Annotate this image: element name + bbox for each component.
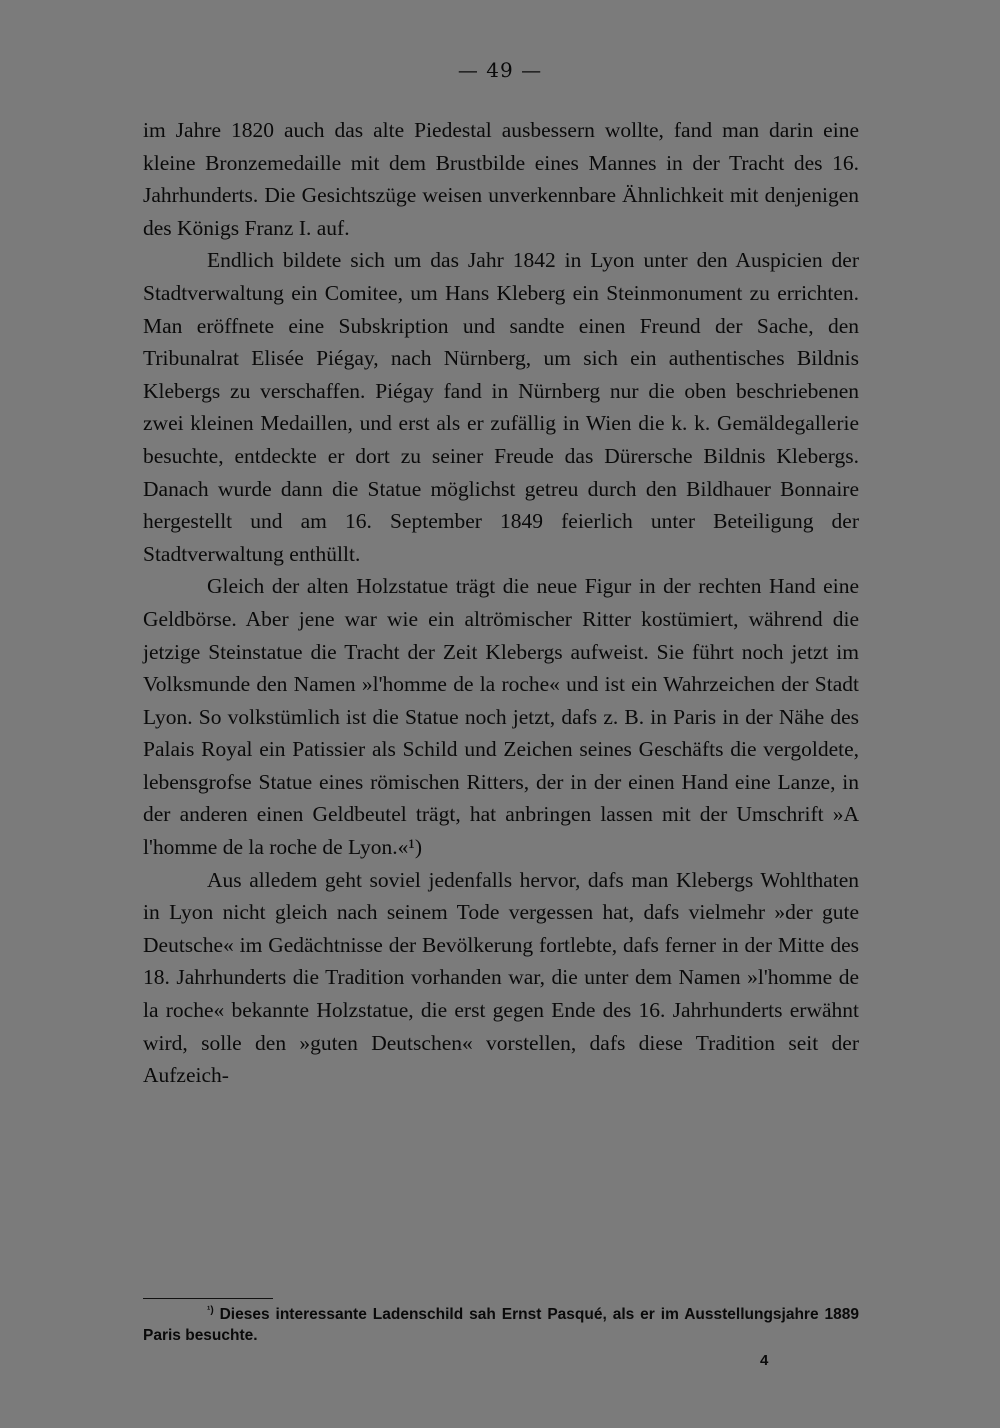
body-text xyxy=(143,114,859,1092)
paragraph-3: Gleich der alten Holzstatue trägt die neue Figur in der rechten Hand eine Geldbörse. Aber jene war wie ein altrömischer Ritter kostümiert, während die jetzige Steinstatue die Tracht der Zeit Klebergs aufweist. Sie führt noch jetzt im Volksmunde den Namen »l'homme de la roche« und ist ein Wahrzeichen der Stadt Lyon. So volkstümlich ist die Statue noch jetzt, dafs z. B. in Paris in der Nähe des Palais Royal ein Patissier als Schild und Zeichen seines Geschäfts die vergoldete, lebensgrofse Statue eines römischen Ritters, der in der einen Hand eine Lanze, in der anderen einen Geldbeutel trägt, hat anbringen lassen mit der Umschrift »A l'homme de la roche de Lyon.«¹) xyxy=(143,574,859,860)
footnote-marker: ¹) xyxy=(207,1305,214,1316)
footnote-divider xyxy=(143,1298,273,1299)
footnote xyxy=(143,1300,859,1346)
paragraph-1: im Jahre 1820 auch das alte Piedestal ausbessern wollte, fand man darin eine kleine Bronzemedaille mit dem Brustbilde eines Mannes in der Tracht des 16. Jahrhunderts. Die Gesichtszüge weisen unverkennbare Ähnlichkeit mit denjenigen des Königs Franz I. auf. xyxy=(143,118,859,240)
page-number: — 49 — xyxy=(457,58,543,82)
signature-mark: 4 xyxy=(760,1352,769,1369)
paragraph-2: Endlich bildete sich um das Jahr 1842 in Lyon unter den Auspicien der Stadtverwaltung ein Comitee, um Hans Kleberg ein Steinmonument zu errichten. Man eröffnete eine Subskription und sandte einen Freund der Sache, den Tribunalrat Elisée Piégay, nach Nürnberg, um sich ein authentisches Bildnis Klebergs zu verschaffen. Piégay fand in Nürnberg nur die oben beschriebenen zwei kleinen Medaillen, und erst als er zufällig in Wien die k. k. Gemäldegallerie besuchte, entdeckte er dort zu seiner Freude das Dürersche Bildnis Klebergs. Danach wurde dann die Statue möglichst getreu durch den Bildhauer Bonnaire hergestellt und am 16. September 1849 feierlich unter Beteiligung der Stadtverwaltung enthüllt. xyxy=(143,248,859,566)
footnote-text: Dieses interessante Ladenschild sah Ernst Pasqué, als er im Ausstellungsjahre 1889 Paris besuchte. xyxy=(143,1306,859,1345)
paragraph-4: Aus alledem geht soviel jedenfalls hervor, dafs man Klebergs Wohlthaten in Lyon nicht gleich nach seinem Tode vergessen hat, dafs vielmehr »der gute Deutsche« im Gedächtnisse der Bevölkerung fortlebte, dafs ferner in der Mitte des 18. Jahrhunderts die Tradition vorhanden war, die unter dem Namen »l'homme de la roche« bekannte Holzstatue, die erst gegen Ende des 16. Jahrhunderts erwähnt wird, solle den »guten Deutschen« vorstellen, dafs diese Tradition seit der Aufzeich- xyxy=(143,867,859,1088)
